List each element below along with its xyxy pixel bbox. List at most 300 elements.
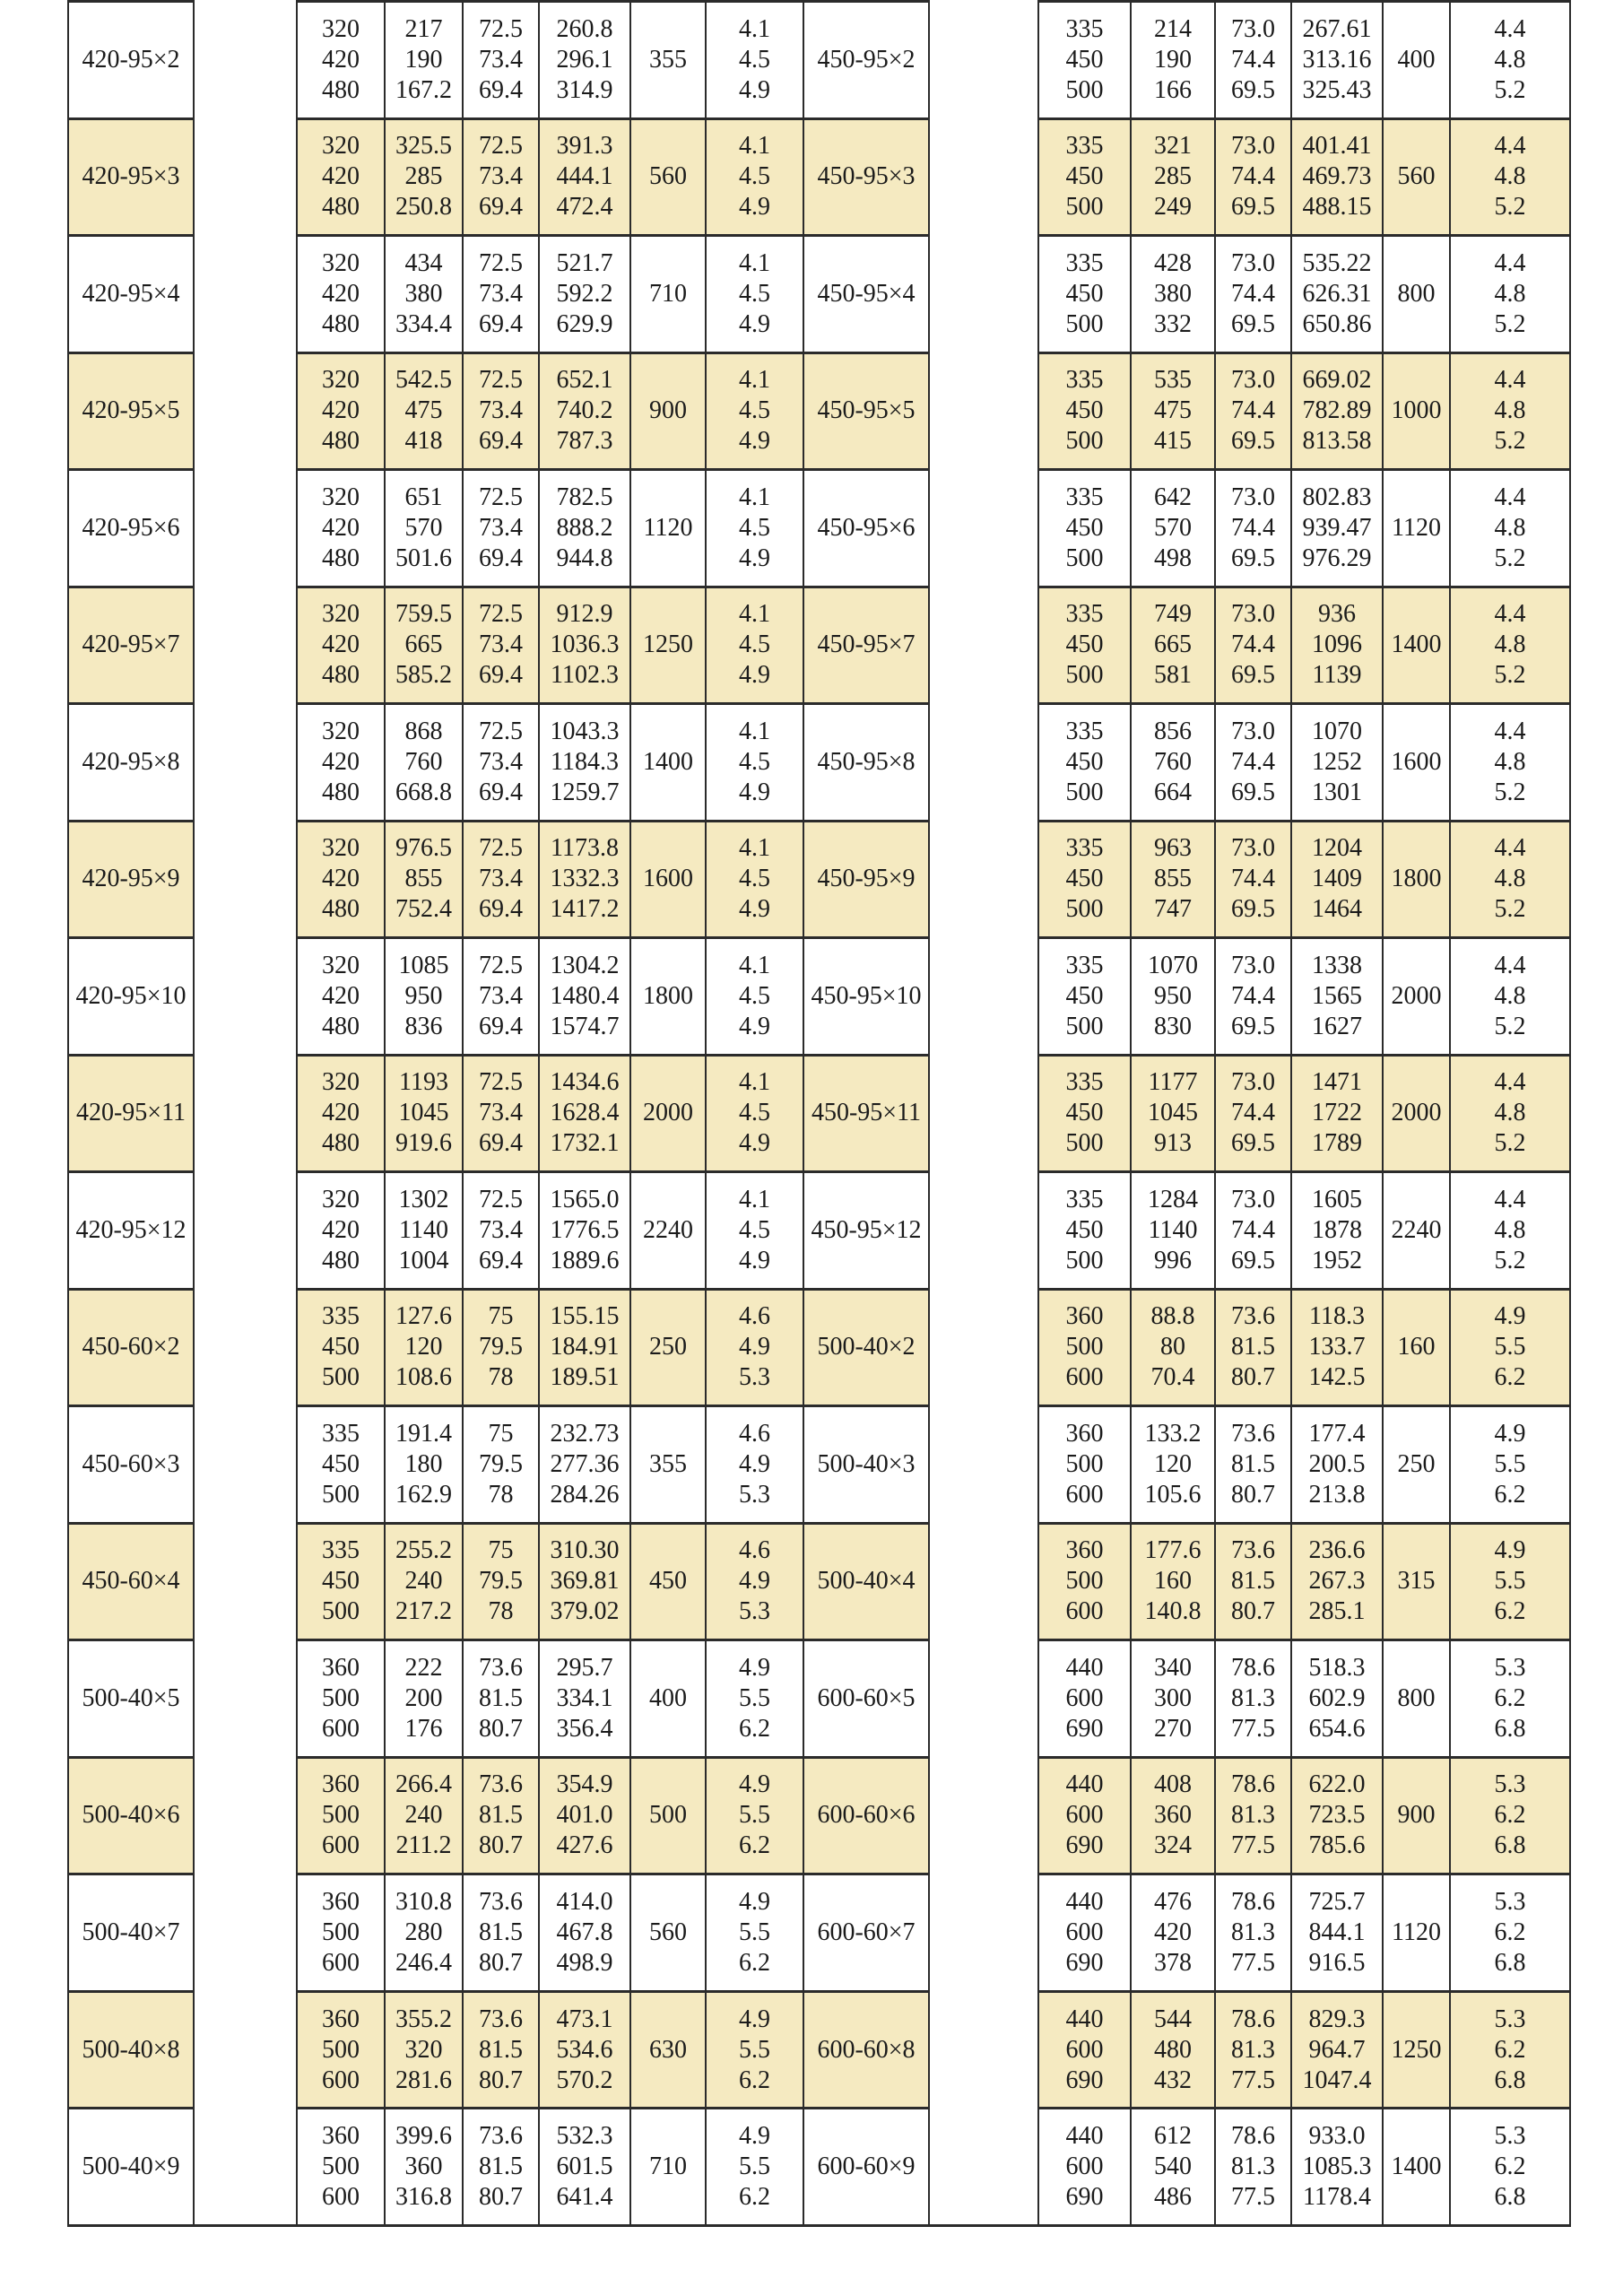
right-c4-cell xyxy=(1291,118,1383,236)
left-c5-cell: 710 xyxy=(630,2109,706,2226)
right-c3-cell xyxy=(1215,821,1291,938)
cell-line: 214 xyxy=(1154,14,1192,43)
cell-line: 4.9 xyxy=(739,309,770,338)
cell-line: 4.8 xyxy=(1494,631,1526,659)
right-spacer-cell xyxy=(929,2109,1038,2226)
cell-line: 142.5 xyxy=(1308,1363,1366,1392)
cell-line: 300 xyxy=(1154,1683,1192,1712)
cell-line: 177.4 xyxy=(1308,1419,1366,1448)
right-c1-cell xyxy=(1038,1874,1131,1992)
right-model-cell: 450-95×9 xyxy=(803,821,929,938)
left-c1-cell xyxy=(297,352,385,470)
cell-line: 747 xyxy=(1154,895,1192,924)
cell-line: 177.6 xyxy=(1144,1536,1202,1565)
left-c5-cell: 250 xyxy=(630,1289,706,1406)
cell-line: 284.26 xyxy=(550,1480,620,1509)
cell-line: 6.8 xyxy=(1494,1831,1526,1860)
cell-line: 184.91 xyxy=(550,1333,620,1361)
table-row xyxy=(68,2109,1570,2226)
left-model-cell: 500-40×7 xyxy=(68,1874,194,1992)
cell-line: 1776.5 xyxy=(550,1215,620,1244)
right-c4-cell xyxy=(1291,704,1383,822)
table-row xyxy=(68,1172,1570,1290)
left-model-cell: 450-60×2 xyxy=(68,1289,194,1406)
cell-line: 4.9 xyxy=(739,1333,770,1361)
cell-line: 4.9 xyxy=(739,2005,770,2033)
cell-line: 4.8 xyxy=(1494,865,1526,893)
right-c6-cell xyxy=(1450,587,1570,704)
right-c6-cell xyxy=(1450,821,1570,938)
cell-line: 1096 xyxy=(1312,631,1362,659)
right-spacer-cell xyxy=(929,2,1038,119)
cell-line: 440 xyxy=(1065,1888,1104,1916)
left-c3-cell xyxy=(463,352,539,470)
cell-line: 69.4 xyxy=(479,544,523,572)
cell-line: 74.4 xyxy=(1231,631,1275,659)
cell-line: 1732.1 xyxy=(550,1129,620,1158)
cell-line: 950 xyxy=(404,981,443,1010)
right-model-cell: 600-60×6 xyxy=(803,1757,929,1874)
right-c4-cell xyxy=(1291,938,1383,1056)
left-c3-cell xyxy=(463,1640,539,1758)
right-c1-cell xyxy=(1038,1757,1131,1874)
right-c1-cell xyxy=(1038,470,1131,587)
cell-line: 4.4 xyxy=(1494,600,1526,629)
cell-line: 629.9 xyxy=(556,309,613,338)
cell-line: 500 xyxy=(322,2152,360,2181)
cell-line: 427.6 xyxy=(556,1831,613,1860)
left-model-cell: 420-95×4 xyxy=(68,236,194,353)
cell-line: 73.4 xyxy=(479,45,523,74)
cell-line: 81.5 xyxy=(479,2152,523,2181)
cell-line: 450 xyxy=(1065,1099,1104,1127)
cell-line: 4.5 xyxy=(739,1099,770,1127)
cell-line: 335 xyxy=(1065,951,1104,979)
cell-line: 5.5 xyxy=(1494,1449,1526,1478)
cell-line: 652.1 xyxy=(556,366,613,395)
cell-line: 6.2 xyxy=(739,1949,770,1977)
right-c6-cell xyxy=(1450,118,1570,236)
cell-line: 391.3 xyxy=(556,132,613,161)
cell-line: 75 xyxy=(488,1536,514,1565)
cell-line: 320 xyxy=(404,2035,443,2064)
cell-line: 500 xyxy=(1065,75,1104,104)
right-c1-cell xyxy=(1038,1523,1131,1640)
cell-line: 480 xyxy=(322,895,360,924)
cell-line: 321 xyxy=(1154,132,1192,161)
cell-line: 73.6 xyxy=(479,1653,523,1682)
right-model-cell: 450-95×2 xyxy=(803,2,929,119)
cell-line: 996 xyxy=(1154,1246,1192,1274)
left-c5-cell: 1120 xyxy=(630,470,706,587)
right-c3-cell xyxy=(1215,1757,1291,1874)
left-c6-cell xyxy=(706,470,803,587)
cell-line: 72.5 xyxy=(479,366,523,395)
right-spacer-cell xyxy=(929,118,1038,236)
cell-line: 4.4 xyxy=(1494,248,1526,277)
cell-line: 4.1 xyxy=(739,717,770,745)
cell-line: 335 xyxy=(1065,1068,1104,1097)
right-c6-cell xyxy=(1450,1640,1570,1758)
cell-line: 912.9 xyxy=(556,600,613,629)
cell-line: 408 xyxy=(1154,1770,1192,1799)
right-c6-cell xyxy=(1450,704,1570,822)
cell-line: 6.2 xyxy=(1494,1480,1526,1509)
left-c4-cell xyxy=(539,1523,630,1640)
right-c2-cell xyxy=(1131,938,1215,1056)
cell-line: 592.2 xyxy=(556,279,613,308)
cell-line: 500 xyxy=(1065,1449,1104,1478)
right-c3-cell xyxy=(1215,2,1291,119)
cell-line: 500 xyxy=(1065,778,1104,806)
cell-line: 72.5 xyxy=(479,834,523,863)
cell-line: 80.7 xyxy=(1231,1480,1275,1509)
cell-line: 4.4 xyxy=(1494,951,1526,979)
table-body xyxy=(68,2,1570,2226)
left-c2-cell xyxy=(385,1055,463,1172)
right-c2-cell xyxy=(1131,1523,1215,1640)
left-c2-cell xyxy=(385,1523,463,1640)
table-row xyxy=(68,938,1570,1056)
cell-line: 450 xyxy=(1065,981,1104,1010)
cell-line: 240 xyxy=(404,1567,443,1596)
cell-line: 80.7 xyxy=(1231,1363,1275,1392)
cell-line: 133.2 xyxy=(1144,1419,1202,1448)
cell-line: 73.0 xyxy=(1231,132,1275,161)
table-row xyxy=(68,352,1570,470)
cell-line: 77.5 xyxy=(1231,2066,1275,2094)
cell-line: 335 xyxy=(1065,1185,1104,1213)
right-spacer-cell xyxy=(929,1757,1038,1874)
cell-line: 1184.3 xyxy=(551,747,619,776)
cell-line: 518.3 xyxy=(1308,1653,1366,1682)
cell-line: 4.4 xyxy=(1494,14,1526,43)
cell-line: 213.8 xyxy=(1308,1480,1366,1509)
cell-line: 856 xyxy=(1154,717,1192,745)
right-spacer-cell xyxy=(929,1523,1038,1640)
right-c3-cell xyxy=(1215,1523,1291,1640)
right-c3-cell xyxy=(1215,1172,1291,1290)
cell-line: 4.5 xyxy=(739,865,770,893)
right-c1-cell xyxy=(1038,587,1131,704)
right-spacer-cell xyxy=(929,938,1038,1056)
cell-line: 236.6 xyxy=(1308,1536,1366,1565)
left-c3-cell xyxy=(463,587,539,704)
cell-line: 73.4 xyxy=(479,981,523,1010)
cell-line: 325.43 xyxy=(1302,75,1372,104)
cell-line: 232.73 xyxy=(550,1419,620,1448)
cell-line: 5.5 xyxy=(1494,1567,1526,1596)
cell-line: 4.1 xyxy=(739,1068,770,1097)
cell-line: 78 xyxy=(488,1597,514,1626)
cell-line: 399.6 xyxy=(395,2122,452,2151)
cell-line: 1173.8 xyxy=(551,834,619,863)
cell-line: 81.5 xyxy=(479,1918,523,1946)
cell-line: 80.7 xyxy=(1231,1597,1275,1626)
cell-line: 6.8 xyxy=(1494,2183,1526,2212)
cell-line: 1070 xyxy=(1148,951,1198,979)
cell-line: 5.3 xyxy=(739,1480,770,1509)
left-c5-cell: 500 xyxy=(630,1757,706,1874)
cell-line: 4.8 xyxy=(1494,747,1526,776)
cell-line: 80.7 xyxy=(479,2183,523,2212)
right-c5-cell: 560 xyxy=(1383,118,1450,236)
cell-line: 501.6 xyxy=(395,544,452,572)
cell-line: 73.4 xyxy=(479,631,523,659)
cell-line: 500 xyxy=(322,1801,360,1830)
cell-line: 72.5 xyxy=(479,14,523,43)
right-c1-cell xyxy=(1038,704,1131,822)
cell-line: 1302 xyxy=(398,1185,449,1213)
cell-line: 420 xyxy=(322,1215,360,1244)
cell-line: 249 xyxy=(1154,193,1192,222)
cell-line: 72.5 xyxy=(479,717,523,745)
cell-line: 75 xyxy=(488,1419,514,1448)
cell-line: 600 xyxy=(322,2066,360,2094)
left-c1-cell xyxy=(297,1991,385,2109)
cell-line: 69.5 xyxy=(1231,193,1275,222)
right-model-cell: 450-95×12 xyxy=(803,1172,929,1290)
cell-line: 77.5 xyxy=(1231,1714,1275,1743)
cell-line: 77.5 xyxy=(1231,1831,1275,1860)
left-c3-cell xyxy=(463,938,539,1056)
cell-line: 80.7 xyxy=(479,1949,523,1977)
left-c3-cell xyxy=(463,704,539,822)
cell-line: 73.6 xyxy=(1231,1536,1275,1565)
cell-line: 6.8 xyxy=(1494,1949,1526,1977)
cell-line: 4.4 xyxy=(1494,834,1526,863)
right-c2-cell xyxy=(1131,1172,1215,1290)
cell-line: 69.5 xyxy=(1231,427,1275,456)
right-c5-cell: 1120 xyxy=(1383,470,1450,587)
cell-line: 650.86 xyxy=(1302,309,1372,338)
cell-line: 4.9 xyxy=(1494,1419,1526,1448)
right-c4-cell xyxy=(1291,1406,1383,1524)
cell-line: 4.9 xyxy=(739,75,770,104)
cell-line: 642 xyxy=(1154,483,1192,511)
cell-line: 335 xyxy=(322,1302,360,1331)
cell-line: 120 xyxy=(1154,1449,1192,1478)
cell-line: 4.8 xyxy=(1494,1215,1526,1244)
cell-line: 420 xyxy=(1154,1918,1192,1946)
cell-line: 4.1 xyxy=(739,366,770,395)
cell-line: 81.3 xyxy=(1231,1683,1275,1712)
cell-line: 600 xyxy=(1065,2035,1104,2064)
left-c3-cell xyxy=(463,470,539,587)
right-c3-cell xyxy=(1215,470,1291,587)
right-c2-cell xyxy=(1131,1055,1215,1172)
cell-line: 4.1 xyxy=(739,483,770,511)
cell-line: 600 xyxy=(322,1714,360,1743)
left-c2-cell xyxy=(385,1874,463,1992)
left-c3-cell xyxy=(463,1172,539,1290)
right-c4-cell xyxy=(1291,1523,1383,1640)
cell-line: 534.6 xyxy=(556,2035,613,2064)
cell-line: 4.1 xyxy=(739,14,770,43)
cell-line: 601.5 xyxy=(556,2152,613,2181)
right-c3-cell xyxy=(1215,352,1291,470)
left-c2-cell xyxy=(385,2,463,119)
right-model-cell: 450-95×10 xyxy=(803,938,929,1056)
left-c5-cell: 1600 xyxy=(630,821,706,938)
right-c3-cell xyxy=(1215,1406,1291,1524)
cell-line: 1070 xyxy=(1312,717,1362,745)
cell-line: 69.5 xyxy=(1231,75,1275,104)
cell-line: 335 xyxy=(1065,600,1104,629)
cell-line: 1417.2 xyxy=(550,895,620,924)
left-c4-cell xyxy=(539,1055,630,1172)
cell-line: 785.6 xyxy=(1308,1831,1366,1860)
cell-line: 73.0 xyxy=(1231,834,1275,863)
right-c2-cell xyxy=(1131,236,1215,353)
right-c1-cell xyxy=(1038,2,1131,119)
cell-line: 380 xyxy=(404,279,443,308)
cell-line: 74.4 xyxy=(1231,396,1275,425)
cell-line: 4.9 xyxy=(739,427,770,456)
pump-performance-table xyxy=(67,0,1571,2227)
cell-line: 5.5 xyxy=(739,1683,770,1712)
cell-line: 73.0 xyxy=(1231,600,1275,629)
cell-line: 335 xyxy=(1065,366,1104,395)
cell-line: 73.4 xyxy=(479,1215,523,1244)
left-c5-cell: 710 xyxy=(630,236,706,353)
left-c4-cell xyxy=(539,1406,630,1524)
cell-line: 1332.3 xyxy=(550,865,620,893)
left-spacer-cell xyxy=(194,2,297,119)
cell-line: 665 xyxy=(404,631,443,659)
cell-line: 81.5 xyxy=(1231,1333,1275,1361)
right-spacer-cell xyxy=(929,470,1038,587)
cell-line: 4.6 xyxy=(739,1419,770,1448)
cell-line: 1878 xyxy=(1312,1215,1362,1244)
right-c2-cell xyxy=(1131,1406,1215,1524)
cell-line: 690 xyxy=(1065,2183,1104,2212)
cell-line: 480 xyxy=(322,309,360,338)
cell-line: 316.8 xyxy=(395,2183,452,2212)
cell-line: 69.5 xyxy=(1231,778,1275,806)
left-c1-cell xyxy=(297,1640,385,1758)
cell-line: 73.4 xyxy=(479,865,523,893)
cell-line: 1178.4 xyxy=(1303,2183,1371,2212)
cell-line: 665 xyxy=(1154,631,1192,659)
cell-line: 933.0 xyxy=(1308,2122,1366,2151)
cell-line: 500 xyxy=(322,1480,360,1509)
left-c6-cell xyxy=(706,1523,803,1640)
cell-line: 4.9 xyxy=(739,1129,770,1158)
left-c6-cell xyxy=(706,1055,803,1172)
cell-line: 440 xyxy=(1065,1770,1104,1799)
right-c1-cell xyxy=(1038,1991,1131,2109)
left-c3-cell xyxy=(463,1523,539,1640)
cell-line: 6.2 xyxy=(1494,2035,1526,2064)
left-model-cell: 420-95×3 xyxy=(68,118,194,236)
cell-line: 270 xyxy=(1154,1714,1192,1743)
cell-line: 480 xyxy=(322,544,360,572)
right-c5-cell: 1800 xyxy=(1383,821,1450,938)
left-c2-cell xyxy=(385,1406,463,1524)
right-c1-cell xyxy=(1038,1289,1131,1406)
cell-line: 4.9 xyxy=(739,1888,770,1916)
cell-line: 4.9 xyxy=(739,1653,770,1682)
left-c5-cell: 2240 xyxy=(630,1172,706,1290)
cell-line: 133.7 xyxy=(1308,1333,1366,1361)
cell-line: 267.61 xyxy=(1302,14,1372,43)
cell-line: 72.5 xyxy=(479,132,523,161)
cell-line: 80.7 xyxy=(479,1714,523,1743)
cell-line: 332 xyxy=(1154,309,1192,338)
left-c2-cell xyxy=(385,1172,463,1290)
cell-line: 70.4 xyxy=(1150,1363,1195,1392)
cell-line: 740.2 xyxy=(556,396,613,425)
right-c4-cell xyxy=(1291,1874,1383,1992)
table-row xyxy=(68,1991,1570,2109)
right-c2-cell xyxy=(1131,352,1215,470)
cell-line: 140.8 xyxy=(1144,1597,1202,1626)
cell-line: 285 xyxy=(404,162,443,191)
right-c5-cell: 1600 xyxy=(1383,704,1450,822)
cell-line: 5.2 xyxy=(1494,309,1526,338)
cell-line: 324 xyxy=(1154,1831,1192,1860)
table-row xyxy=(68,1523,1570,1640)
cell-line: 868 xyxy=(404,717,443,745)
cell-line: 759.5 xyxy=(395,600,452,629)
left-c1-cell xyxy=(297,821,385,938)
left-model-cell: 420-95×7 xyxy=(68,587,194,704)
left-spacer-cell xyxy=(194,352,297,470)
left-spacer-cell xyxy=(194,2109,297,2226)
cell-line: 320 xyxy=(322,483,360,511)
right-model-cell: 500-40×3 xyxy=(803,1406,929,1524)
cell-line: 69.4 xyxy=(479,778,523,806)
right-c5-cell: 800 xyxy=(1383,236,1450,353)
right-c6-cell xyxy=(1450,352,1570,470)
cell-line: 1193 xyxy=(399,1068,448,1097)
right-c6-cell xyxy=(1450,1991,1570,2109)
cell-line: 544 xyxy=(1154,2005,1192,2033)
left-model-cell: 420-95×6 xyxy=(68,470,194,587)
cell-line: 4.9 xyxy=(739,1770,770,1799)
cell-line: 976.5 xyxy=(395,834,452,863)
cell-line: 420 xyxy=(322,865,360,893)
cell-line: 1722 xyxy=(1312,1099,1362,1127)
left-c5-cell: 630 xyxy=(630,1991,706,2109)
right-c1-cell xyxy=(1038,118,1131,236)
cell-line: 450 xyxy=(1065,162,1104,191)
cell-line: 81.3 xyxy=(1231,1801,1275,1830)
cell-line: 1565.0 xyxy=(550,1185,620,1213)
right-c1-cell xyxy=(1038,2109,1131,2226)
cell-line: 1338 xyxy=(1312,951,1362,979)
cell-line: 415 xyxy=(1154,427,1192,456)
left-model-cell: 500-40×8 xyxy=(68,1991,194,2109)
left-c4-cell xyxy=(539,938,630,1056)
cell-line: 120 xyxy=(404,1333,443,1361)
left-c2-cell xyxy=(385,938,463,1056)
cell-line: 4.9 xyxy=(739,1012,770,1040)
right-c3-cell xyxy=(1215,587,1291,704)
left-c2-cell xyxy=(385,1289,463,1406)
cell-line: 5.2 xyxy=(1494,661,1526,690)
cell-line: 1047.4 xyxy=(1302,2066,1372,2094)
cell-line: 217.2 xyxy=(395,1597,452,1626)
cell-line: 4.5 xyxy=(739,279,770,308)
left-c4-cell xyxy=(539,587,630,704)
cell-line: 473.1 xyxy=(556,2005,613,2033)
cell-line: 69.4 xyxy=(479,75,523,104)
cell-line: 81.5 xyxy=(479,2035,523,2064)
right-c3-cell xyxy=(1215,1874,1291,1992)
cell-line: 246.4 xyxy=(395,1949,452,1977)
